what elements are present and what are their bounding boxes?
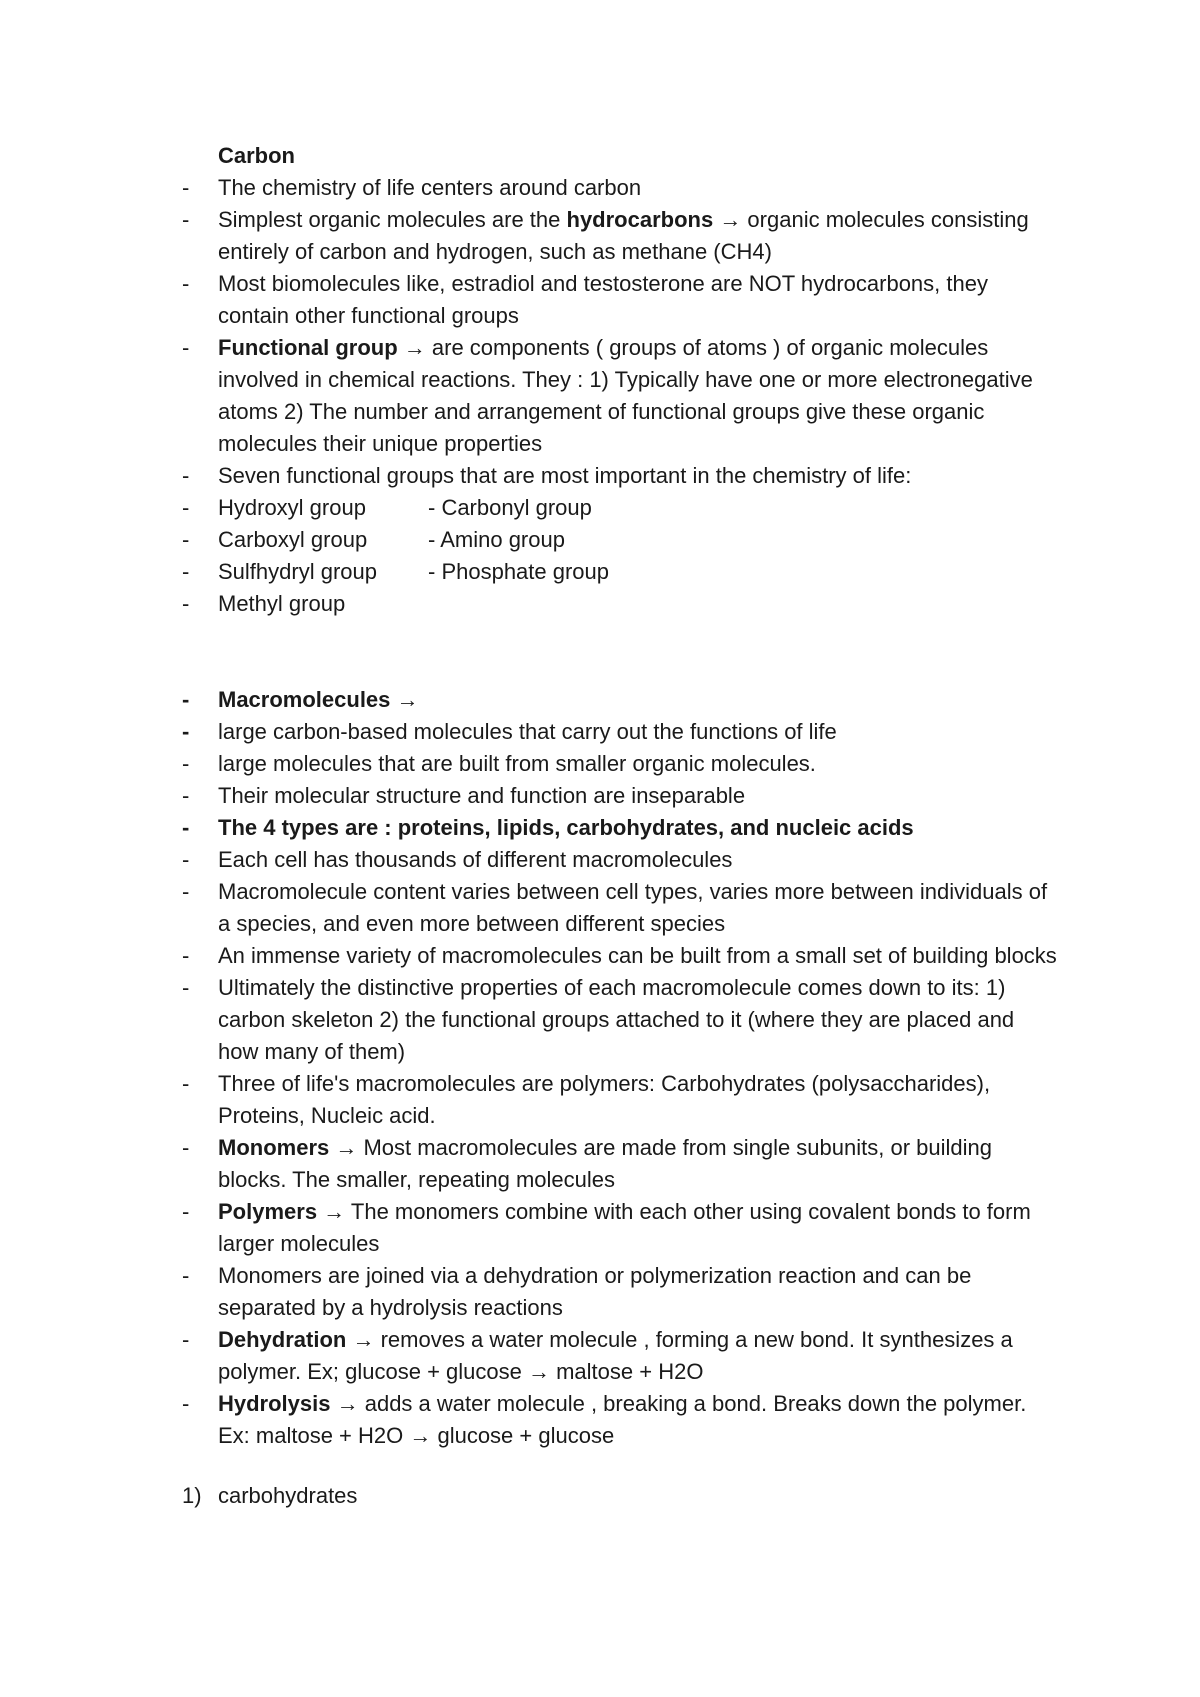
- bullet-dash: -: [182, 687, 190, 712]
- list-item: [0, 940, 1060, 972]
- macro-heading-item: [0, 684, 1060, 716]
- macro-bullets: [0, 684, 1200, 1452]
- group-right: - Phosphate group: [428, 559, 610, 584]
- bullet-text: Most biomolecules like, estradiol and testosterone are NOT hydrocarbons, they contain other functional groups: [218, 271, 988, 328]
- bullet-dash: -: [182, 783, 190, 808]
- bullet-text-post: → The monomers combine with each other using covalent bonds to form larger molecules: [218, 1199, 1031, 1256]
- term-hydrocarbons: hydrocarbons: [566, 207, 714, 232]
- document-body: [0, 140, 1200, 1512]
- bullet-text: Their molecular structure and function are inseparable: [218, 783, 746, 808]
- bullet-text: Ultimately the distinctive properties of each macromolecule comes down to its: 1) carbon skeleton 2) the functional groups attached to it (where they are placed and how many of them): [218, 975, 1015, 1064]
- group-right: - Amino group: [428, 527, 565, 552]
- group-left: Hydroxyl group: [218, 495, 366, 520]
- bullet-text: An immense variety of macromolecules can be built from a small set of building blocks: [218, 943, 1057, 968]
- list-item: [0, 460, 1060, 492]
- macro-heading: Macromolecules →: [218, 687, 419, 712]
- bullet-dash: -: [182, 815, 190, 840]
- list-item: [0, 1196, 1060, 1260]
- macro-types: The 4 types are : proteins, lipids, carbohydrates, and nucleic acids: [218, 815, 914, 840]
- bullet-text-pre: Simplest organic molecules are the: [218, 207, 567, 232]
- list-item: [0, 268, 1060, 332]
- bullet-text: Each cell has thousands of different macromolecules: [218, 847, 733, 872]
- bullet-text: Three of life's macromolecules are polymers: Carbohydrates (polysaccharides), Proteins, Nucleic acid.: [218, 1071, 991, 1128]
- bullet-text: Monomers are joined via a dehydration or polymerization reaction and can be separated by a hydrolysis reactions: [218, 1263, 972, 1320]
- term-monomers: Monomers: [218, 1135, 330, 1160]
- bullet-dash: -: [182, 175, 190, 200]
- list-item: [0, 172, 1060, 204]
- term-dehydration: Dehydration: [218, 1327, 347, 1352]
- list-item: [0, 1388, 1060, 1452]
- bullet-text-post: → removes a water molecule , forming a new bond. It synthesizes a polymer. Ex; glucose + glucose → maltose + H2O: [218, 1327, 1013, 1384]
- bullet-dash: -: [182, 719, 190, 744]
- list-item: [0, 844, 1060, 876]
- bullet-dash: -: [182, 335, 190, 360]
- numbered-item: [0, 1480, 1200, 1512]
- bullet-dash: -: [182, 559, 190, 584]
- bullet-text: Macromolecule content varies between cell types, varies more between individuals of a species, and even more between different species: [218, 879, 1048, 936]
- bullet-dash: -: [182, 1199, 190, 1224]
- list-item: [0, 1260, 1060, 1324]
- list-item: [0, 204, 1060, 268]
- bullet-dash: -: [182, 207, 190, 232]
- bullet-text: large carbon-based molecules that carry out the functions of life: [218, 719, 837, 744]
- bullet-dash: -: [182, 1327, 190, 1352]
- term-functional-group: Functional group: [218, 335, 398, 360]
- group-row: [218, 524, 1060, 556]
- list-item: [0, 972, 1060, 1068]
- item-number: 1): [182, 1483, 202, 1508]
- list-item: [0, 588, 1060, 620]
- bullet-text-post: → organic molecules consisting entirely of carbon and hydrogen, such as methane (CH4): [218, 207, 1029, 264]
- bullet-dash: -: [182, 975, 190, 1000]
- term-polymers: Polymers: [218, 1199, 318, 1224]
- carbon-heading: Carbon: [218, 143, 295, 168]
- term-hydrolysis: Hydrolysis: [218, 1391, 331, 1416]
- bullet-dash: -: [182, 527, 190, 552]
- group-right: - Carbonyl group: [428, 495, 592, 520]
- list-item: [0, 332, 1060, 460]
- bullet-text-post: → Most macromolecules are made from single subunits, or building blocks. The smaller, repeating molecules: [218, 1135, 992, 1192]
- bullet-dash: -: [182, 1263, 190, 1288]
- list-item: [0, 1068, 1060, 1132]
- bullet-text: The chemistry of life centers around carbon: [218, 175, 642, 200]
- bullet-text-post: → adds a water molecule , breaking a bond. Breaks down the polymer. Ex: maltose + H2O → glucose + glucose: [218, 1391, 1027, 1448]
- list-item: [0, 1132, 1060, 1196]
- group-row: [218, 556, 1060, 588]
- group-left: Sulfhydryl group: [218, 559, 377, 584]
- bullet-text: large molecules that are built from smaller organic molecules.: [218, 751, 816, 776]
- list-item: [0, 1324, 1060, 1388]
- group-row: [218, 492, 1060, 524]
- list-item: [0, 492, 1060, 524]
- bullet-dash: -: [182, 751, 190, 776]
- bullet-dash: -: [182, 847, 190, 872]
- bullet-dash: -: [182, 1071, 190, 1096]
- list-item: [0, 748, 1060, 780]
- bullet-dash: -: [182, 1135, 190, 1160]
- bullet-text-post: → are components ( groups of atoms ) of organic molecules involved in chemical reactions. They : 1) Typically have one or more electronegative atoms 2) The number and arrangement of functional groups give these organic molecules their unique properties: [218, 335, 1033, 456]
- bullet-dash: -: [182, 943, 190, 968]
- group-left: Carboxyl group: [218, 527, 368, 552]
- list-item: [0, 876, 1060, 940]
- section-gap: [0, 620, 1200, 684]
- bullet-dash: -: [182, 591, 190, 616]
- bullet-dash: -: [182, 495, 190, 520]
- numbered-text: carbohydrates: [218, 1483, 358, 1508]
- bullet-dash: -: [182, 271, 190, 296]
- list-item: [0, 812, 1060, 844]
- carbon-bullets: [0, 172, 1200, 620]
- list-item: [0, 556, 1060, 588]
- list-item: [0, 716, 1060, 748]
- list-item: [0, 780, 1060, 812]
- bullet-text: Seven functional groups that are most important in the chemistry of life:: [218, 463, 912, 488]
- bullet-dash: -: [182, 879, 190, 904]
- bullet-dash: -: [182, 1391, 190, 1416]
- group-left: Methyl group: [218, 591, 346, 616]
- bullet-dash: -: [182, 463, 190, 488]
- list-item: [0, 524, 1060, 556]
